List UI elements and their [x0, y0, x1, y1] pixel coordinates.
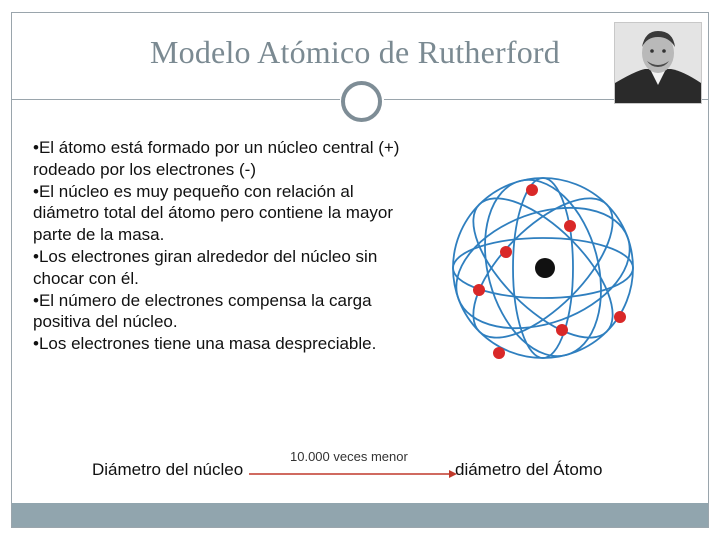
divider-ring-icon [341, 81, 382, 122]
footer-bar [12, 503, 708, 527]
slide-title: Modelo Atómico de Rutherford [150, 34, 560, 70]
bullet-item: •Los electrones tiene una masa despreciable. [33, 334, 377, 354]
electron [564, 220, 576, 232]
electron [473, 284, 485, 296]
nucleus-diameter-label: Diámetro del núcleo [92, 460, 244, 479]
arrow-right-icon [249, 468, 459, 480]
bullet-list [33, 137, 413, 355]
electron [614, 311, 626, 323]
nucleus [535, 258, 555, 278]
electron [526, 184, 538, 196]
ratio-caption: 10.000 veces menor [290, 449, 408, 464]
atom-diameter-label: diámetro del Átomo [455, 460, 603, 479]
electron [500, 246, 512, 258]
electron [556, 324, 568, 336]
portrait-illustration [615, 23, 701, 103]
atom-model-illustration [443, 168, 643, 370]
bullet-item: •Los electrones giran alrededor del núcleo sin chocar con él. [33, 246, 378, 288]
title-divider-left [12, 99, 340, 100]
bullet-item: •El átomo está formado por un núcleo central (+) rodeado por los electrones (-) [33, 138, 400, 179]
bullet-item: •El número de electrones compensa la carga positiva del núcleo. [33, 290, 372, 332]
rutherford-portrait-image [614, 22, 702, 104]
bullet-item: •El núcleo es muy pequeño con relación al diámetro total del átomo pero contiene la mayor parte de la masa. [33, 181, 394, 245]
electron [493, 347, 505, 359]
